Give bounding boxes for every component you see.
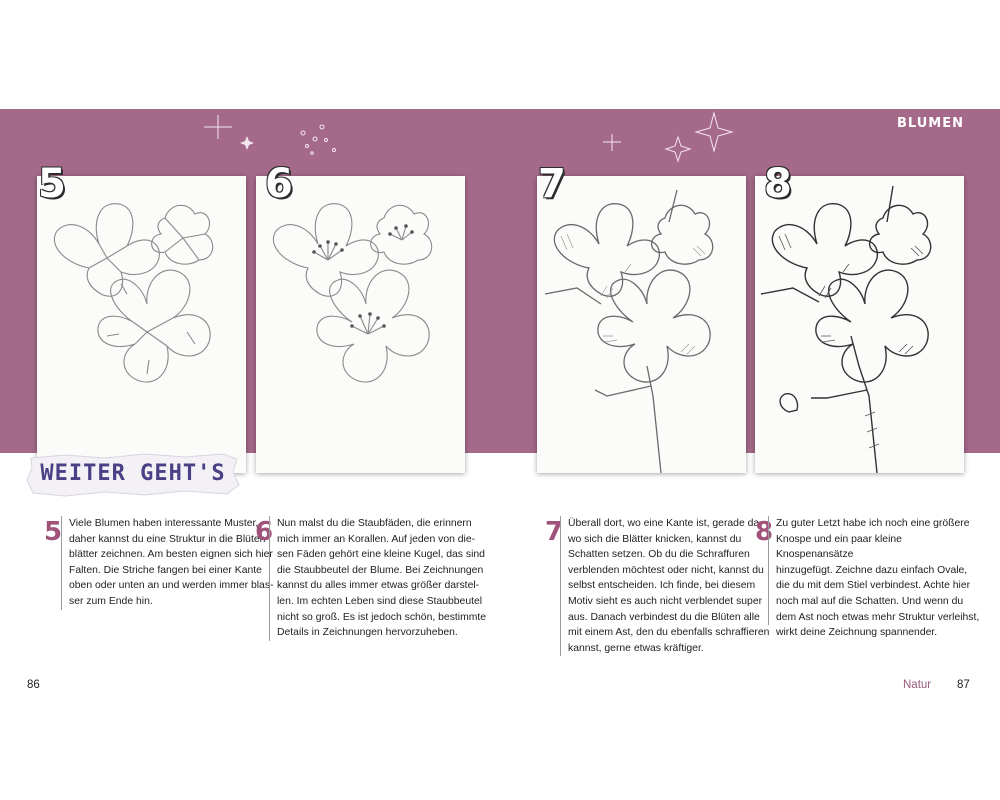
card-step-number: 7 [538, 161, 566, 207]
step-number: 6 [255, 517, 274, 547]
text-line: mit einem Ast, den du ebenfalls schraffieren [568, 627, 770, 639]
text-line: daher kannst du eine Struktur in die Blüten- [69, 533, 269, 545]
text-line: noch mal auf die Schatten. Und wenn du [776, 595, 964, 607]
text-line: kannst, gerne etwas kräftiger. [568, 642, 704, 654]
step-description [61, 516, 274, 610]
flower-sketch-icon [37, 176, 246, 473]
shaded-flower-sketch-icon [537, 176, 746, 473]
text-line: Falten. Die Striche fangen bei einer Kante [69, 564, 262, 576]
step-description [269, 516, 489, 641]
text-line: kannst du alles immer etwas größer darstel- [277, 580, 480, 592]
text-line: Zu guter Letzt habe ich noch eine größere [776, 518, 970, 529]
step-number: 5 [44, 517, 63, 547]
badge-label: WEITER GEHT'S [40, 461, 226, 486]
card-step-number: 8 [764, 161, 792, 207]
drawing-card-step-7 [537, 176, 746, 473]
text-line: selbst entscheiden. Ich finde, bei diesem [568, 580, 756, 592]
text-line: Viele Blumen haben interessante Muster, [69, 518, 259, 529]
step-number: 8 [755, 517, 774, 547]
text-line: hinzugefügt. Zeichne dazu einfach Ovale, [776, 564, 968, 576]
text-line: Überall dort, wo eine Kante ist, gerade da, [568, 518, 763, 529]
text-line: Details in Zeichnungen hervorzuheben. [277, 627, 458, 639]
text-line: Nun malst du die Staubfäden, die erinnern [277, 518, 472, 529]
drawing-card-step-6 [256, 176, 465, 473]
flower-with-stamens-sketch-icon [256, 176, 465, 473]
text-line: blätter zeichnen. Am besten eignen sich hier [69, 549, 273, 561]
text-line: wo sich die Blätter knicken, kannst du [568, 533, 742, 545]
text-line: mich immer an Korallen. Auf jeden von die- [277, 533, 476, 545]
page-number-left: 86 [27, 679, 40, 691]
section-name: Natur [903, 679, 932, 691]
text-line: die Staubbeutel der Blume. Bei Zeichnungen [277, 564, 484, 576]
text-line: aus. Danach verbindest du die Blüten alle [568, 611, 760, 623]
text-line: sen Fäden gehört eine kleine Kugel, das sind [277, 549, 485, 561]
drawing-card-step-8 [755, 176, 964, 473]
drawing-card-step-5 [37, 176, 246, 473]
text-line: Motiv sieht es auch nicht verblendet super [568, 595, 763, 607]
text-line: len. Im echten Leben sind diese Staubbeutel [277, 595, 483, 607]
section-label: BLUMEN [897, 116, 964, 131]
text-line: oben oder unten an und werden immer blas- [69, 580, 274, 592]
text-line: dem Ast noch etwas mehr Struktur verleihst, [776, 611, 980, 623]
finished-flower-drawing-icon [755, 176, 964, 473]
text-line: wirkt deine Zeichnung spannender. [776, 627, 938, 639]
step-number: 7 [545, 517, 564, 547]
text-line: verblenden möchtest oder nicht, kannst du [568, 564, 764, 576]
text-line: die du mit dem Stiel verbindest. Achte hier [776, 580, 971, 592]
text-line: Knospe und ein paar kleine Knospenansätze [776, 533, 902, 561]
step-description [768, 516, 981, 639]
page-number-right: 87 [957, 679, 970, 691]
card-step-number: 6 [265, 161, 293, 207]
text-line: ser zum Ende hin. [69, 595, 153, 607]
sparkle-decoration-icon [0, 109, 1000, 179]
weiter-gehts-badge [25, 452, 241, 498]
card-step-number: 5 [38, 161, 66, 207]
text-line: Schatten setzen. Ob du die Schraffuren [568, 549, 750, 561]
step-description [560, 516, 773, 656]
text-line: nicht so groß. Es ist jedoch schön, bestimmte [277, 611, 487, 623]
